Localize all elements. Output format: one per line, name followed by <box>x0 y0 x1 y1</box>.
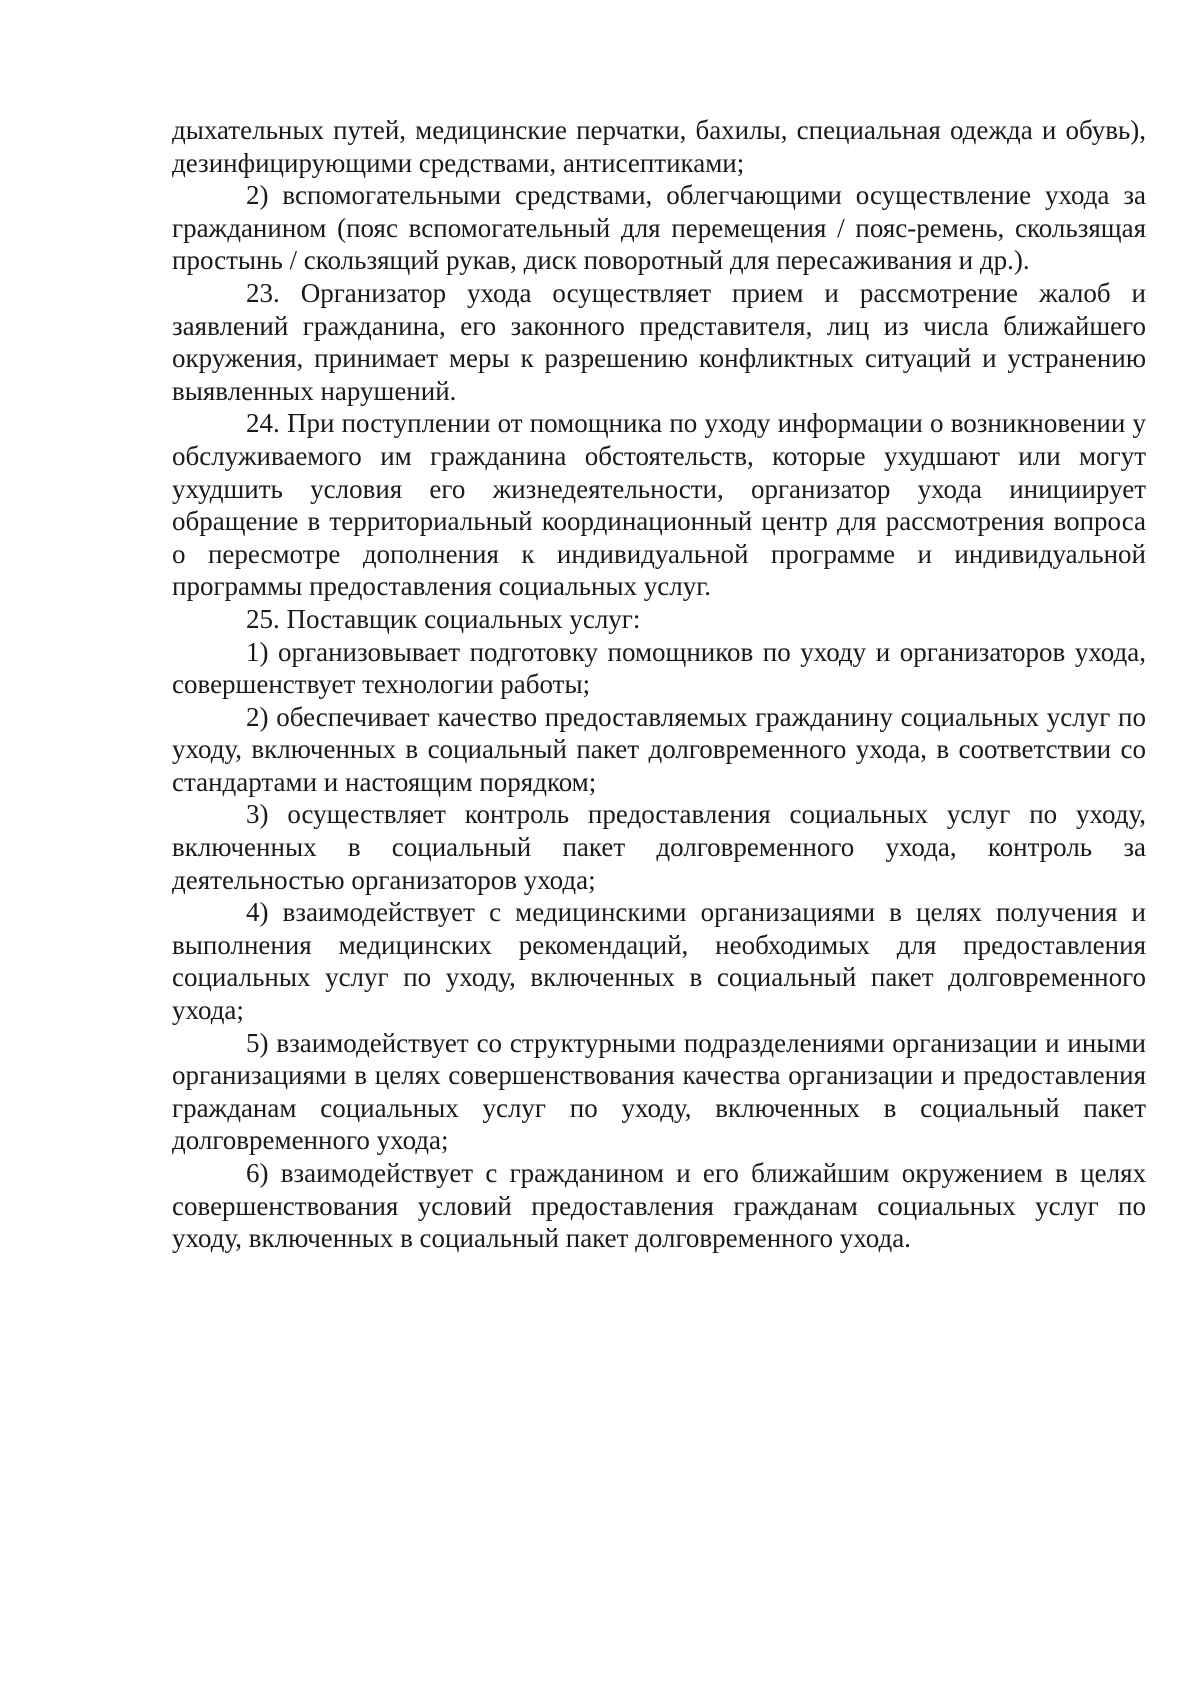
paragraph-continuation: дыхательных путей, медицинские перчатки, бахилы, специальная одежда и обувь), дезинфицирующими средствами, антисептиками; <box>172 115 1146 178</box>
paragraph-clause-23: 23. Организатор ухода осуществляет прием и рассмотрение жалоб и заявлений гражданина, его законного представителя, лиц из числа ближайшего окружения, принимает меры к разрешению конфликтных ситуаций и устранению выявленных нарушений. <box>172 277 1146 406</box>
paragraph-clause-24: 24. При поступлении от помощника по уходу информации о возникновении у обслуживаемого им гражданина обстоятельств, которые ухудшают или могут ухудшить условия его жизнедеятельности, организатор ухода инициирует обращение в территориальный координационный центр для рассмотрения вопроса о пересмотре дополнения к индивидуальной программе и индивидуальной программы предоставления социальных услуг. <box>172 408 1146 602</box>
paragraph-clause-25-item-3: 3) осуществляет контроль предоставления социальных услуг по уходу, включенных в социальный пакет долговременного ухода, контроль за деятельностью организаторов ухода; <box>172 799 1146 895</box>
paragraph-clause-25-item-5: 5) взаимодействует со структурными подразделениями организации и иными организациями в целях совершенствования качества организации и предоставления гражданам социальных услуг по уходу, включенных в социальный пакет долговременного ухода; <box>172 1027 1146 1156</box>
paragraph-clause-25-item-2: 2) обеспечивает качество предоставляемых гражданину социальных услуг по уходу, включенных в социальный пакет долговременного ухода, в соответствии со стандартами и настоящим порядком; <box>172 701 1146 797</box>
paragraph-clause-25-item-6: 6) взаимодействует с гражданином и его ближайшим окружением в целях совершенствования условий предоставления гражданам социальных услуг по уходу, включенных в социальный пакет долговременного ухода. <box>172 1158 1146 1254</box>
paragraph-item-2-aids: 2) вспомогательными средствами, облегчающими осуществление ухода за гражданином (пояс вспомогательный для перемещения / пояс-ремень, скользящая простынь / скользящий рукав, диск поворотный для пересаживания и др.). <box>172 180 1146 276</box>
document-body <box>172 114 1146 1255</box>
paragraph-clause-25-item-4: 4) взаимодействует с медицинскими организациями в целях получения и выполнения медицинских рекомендаций, необходимых для предоставления социальных услуг по уходу, включенных в социальный пакет долговременного ухода; <box>172 897 1146 1026</box>
paragraph-clause-25: 25. Поставщик социальных услуг: <box>246 603 641 634</box>
paragraph-clause-25-item-1: 1) организовывает подготовку помощников по уходу и организаторов ухода, совершенствует технологии работы; <box>172 636 1146 700</box>
